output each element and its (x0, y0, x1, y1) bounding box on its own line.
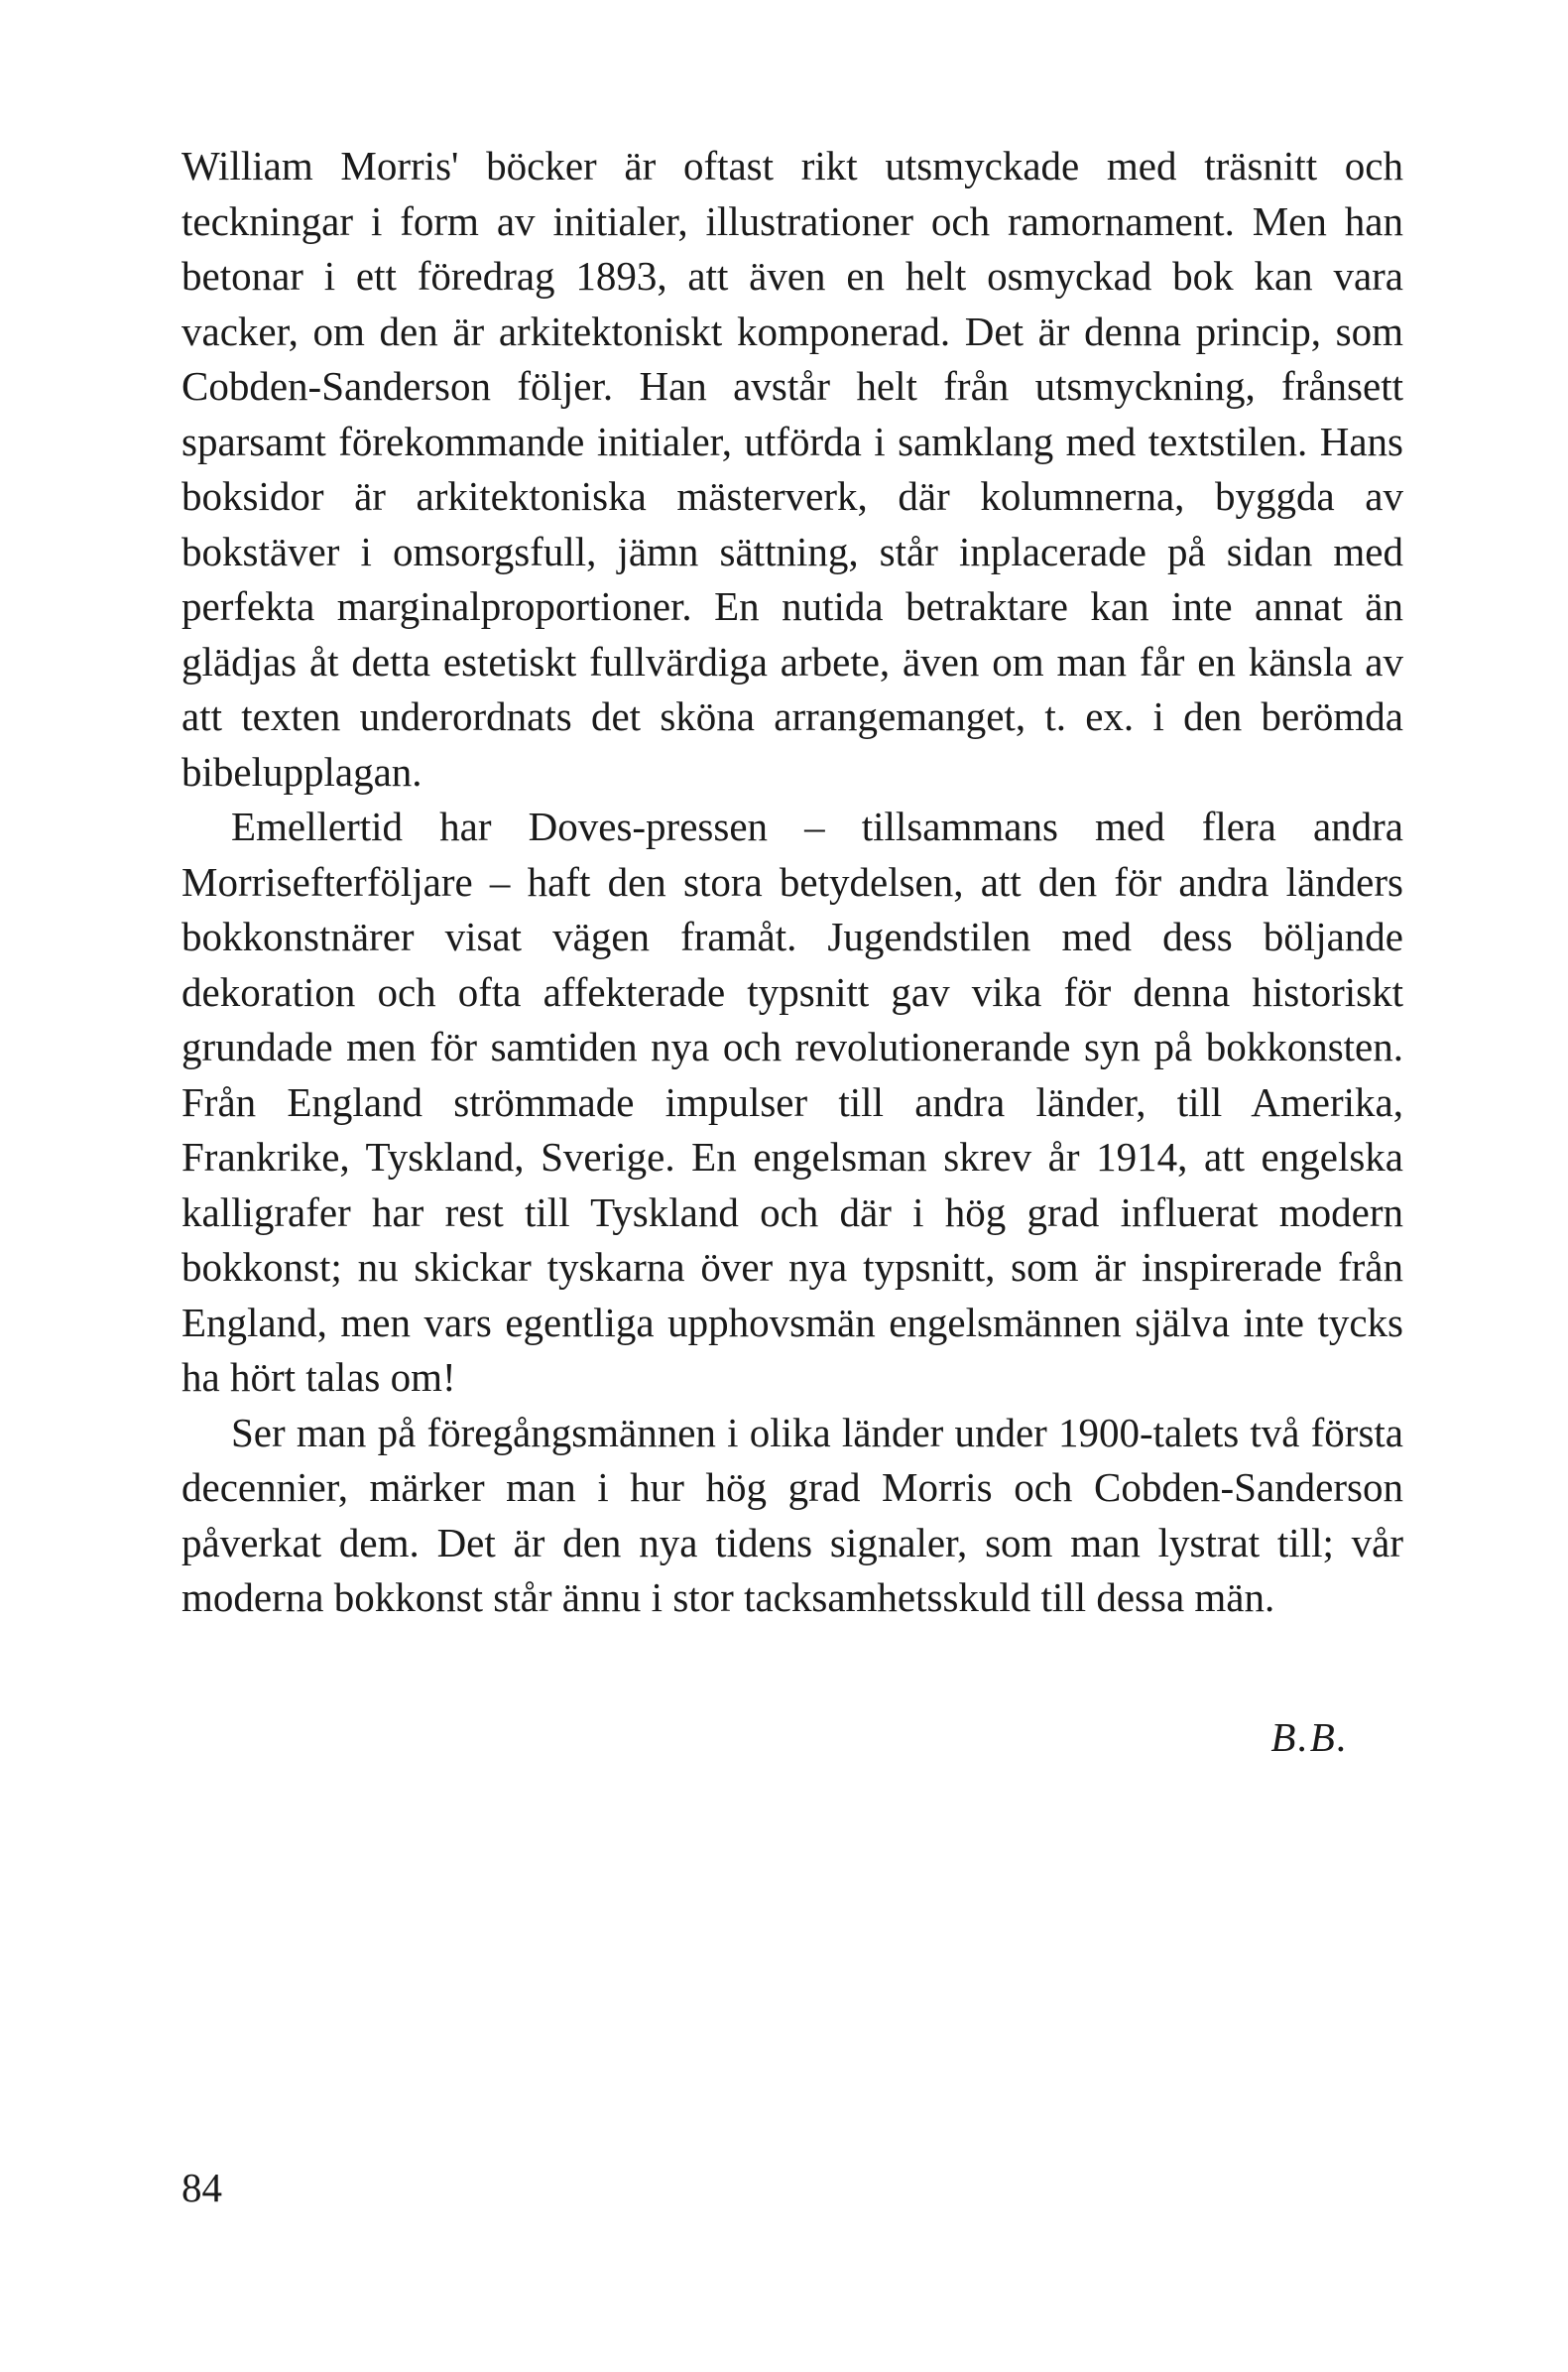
page-number: 84 (181, 2165, 222, 2210)
body-text (181, 139, 1403, 1626)
author-signature: B.B. (1270, 1714, 1349, 1760)
paragraph-pioneers: Ser man på föregångsmännen i olika länder under 1900-talets två första decennier, märker man i hur hög grad Morris och Cobden-Sanderson påverkat dem. Det är den nya tidens signaler, som man lystrat till; vår moderna bokkonst står ännu i stor tacksamhetsskuld till dessa män. (181, 1409, 1403, 1620)
paragraph-morris: William Morris' böcker är oftast rikt utsmyckade med träsnitt och teckningar i form av initialer, illustrationer och ramornament. Men han betonar i ett föredrag 1893, att även en helt osmyckad bok kan vara vacker, om den är arkitektoniskt komponerad. Det är denna princip, som Cobden-Sanderson följer. Han avstår helt från utsmyckning, frånsett sparsamt förekommande initialer, utförda i samklang med textstilen. Hans boksidor är arkitektoniska mästerverk, där kolumnerna, byggda av bokstäver i omsorgsfull, jämn sättning, står inplacerade på sidan med perfekta marginalproportioner. En nutida betraktare kan inte annat än glädjas åt detta estetiskt fullvärdiga arbete, även om man får en känsla av att texten underordnats det sköna arrangemanget, t. ex. i den berömda bibelupplagan. (181, 143, 1403, 795)
paragraph-doves-press: Emellertid har Doves-pressen – tillsammans med flera andra Morrisefterföljare – haft den stora betydelsen, att den för andra länders bokkonstnärer visat vägen framåt. Jugendstilen med dess böljande dekoration och ofta affekterade typsnitt gav vika för denna historiskt grundade men för samtiden nya och revolutionerande syn på bokkonsten. Från England strömmade impulser till andra länder, till Amerika, Frankrike, Tyskland, Sverige. En engelsman skrev år 1914, att engelska kalligrafer har rest till Tyskland och där i hög grad influerat modern bokkonst; nu skickar tyskarna över nya typsnitt, som är inspirerade från England, men vars egentliga upphovsmän engelsmännen själva inte tycks ha hört talas om! (181, 804, 1403, 1400)
